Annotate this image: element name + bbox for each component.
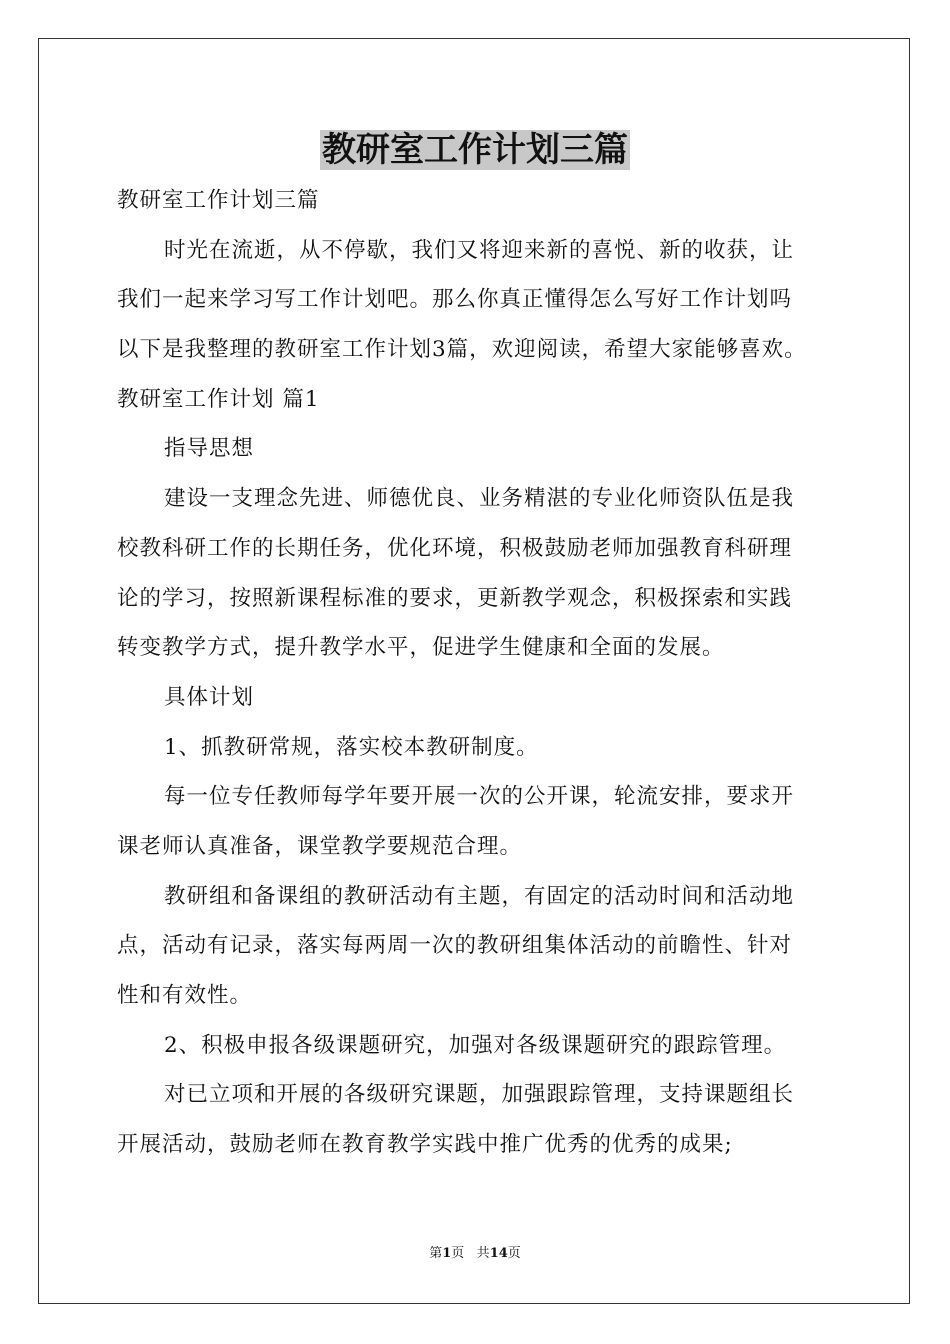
paragraph-line: 开展活动，鼓励老师在教育教学实践中推广优秀的优秀的成果; — [117, 1132, 733, 1158]
document-body — [117, 176, 837, 1170]
footer-page-suffix: 页 — [451, 1246, 465, 1261]
paragraph-line: 教研组和备课组的教研活动有主题，有固定的活动时间和活动地 — [164, 883, 795, 909]
document-title-text: 教研室工作计划三篇 — [322, 130, 628, 170]
paragraph-line: 指导思想 — [164, 436, 255, 462]
paragraph-line: 以下是我整理的教研室工作计划3篇，欢迎阅读，希望大家能够喜欢。 — [117, 337, 807, 363]
paragraph-line: 论的学习，按照新课程标准的要求，更新教学观念，积极探索和实践 — [117, 585, 793, 611]
paragraph-line: 建设一支理念先进、师德优良、业务精湛的专业化师资队伍是我 — [164, 486, 795, 512]
paragraph-line: 点，活动有记录，落实每两周一次的教研组集体活动的前瞻性、针对 — [117, 933, 793, 959]
footer-total-suffix: 页 — [507, 1246, 521, 1261]
paragraph-line: 我们一起来学习写工作计划吧。那么你真正懂得怎么写好工作计划吗 — [117, 287, 793, 313]
paragraph-line: 1、抓教研常规，落实校本教研制度。 — [164, 734, 539, 760]
footer-page-number: 1 — [442, 1246, 452, 1261]
paragraph-line: 具体计划 — [164, 684, 255, 710]
document-title — [0, 126, 950, 174]
paragraph-line: 每一位专任教师每学年要开展一次的公开课，轮流安排，要求开 — [164, 784, 795, 810]
paragraph-line: 对已立项和开展的各级研究课题，加强跟踪管理，支持课题组长 — [164, 1082, 795, 1108]
paragraph-line: 教研室工作计划 篇1 — [117, 386, 320, 412]
footer-page-prefix: 第 — [429, 1246, 443, 1261]
paragraph-line: 2、积极申报各级课题研究，加强对各级课题研究的跟踪管理。 — [164, 1032, 787, 1058]
footer-total-prefix: 共 — [476, 1246, 490, 1261]
paragraph-line: 校教科研工作的长期任务，优化环境，积极鼓励老师加强教育科研理 — [117, 535, 793, 561]
page-footer — [0, 1244, 950, 1264]
footer-total-pages: 14 — [489, 1246, 508, 1261]
paragraph-line: 转变教学方式，提升教学水平，促进学生健康和全面的发展。 — [117, 635, 725, 661]
paragraph-line: 课老师认真准备，课堂教学要规范合理。 — [117, 833, 523, 859]
paragraph-line: 性和有效性。 — [117, 983, 253, 1008]
paragraph-line: 时光在流逝，从不停歇，我们又将迎来新的喜悦、新的收获，让 — [164, 237, 795, 263]
paragraph-line: 教研室工作计划三篇 — [117, 188, 320, 213]
